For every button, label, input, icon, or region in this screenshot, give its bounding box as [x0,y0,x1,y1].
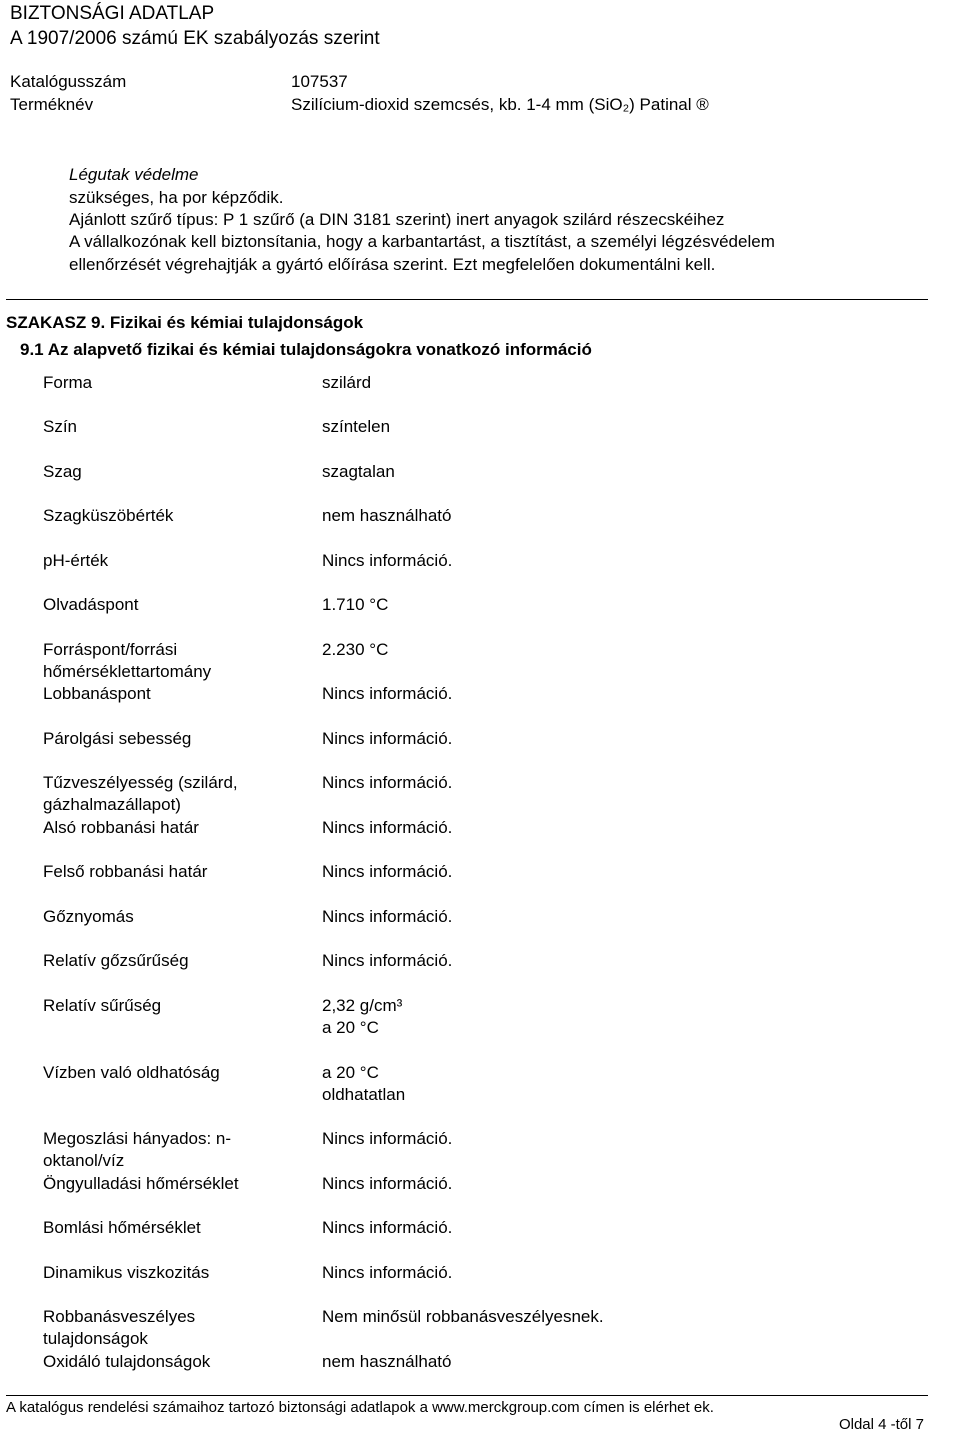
property-value-line: a 20 °C [322,1063,379,1082]
property-value: szagtalan [322,462,395,481]
document-title: BIZTONSÁGI ADATLAP [10,3,215,24]
section-9-title: SZAKASZ 9. Fizikai és kémiai tulajdonságok [6,313,364,332]
property-label: Dinamikus viszkozitás [43,1263,210,1282]
section-divider [6,299,928,300]
respiratory-heading: Légutak védelme [69,165,199,184]
property-value-line: a 20 °C [322,1018,379,1037]
property-label: Felső robbanási határ [43,862,208,881]
property-value: Nincs információ. [322,684,453,703]
property-label: Forma [43,373,93,392]
property-label: Lobbanáspont [43,684,151,703]
section-9-1-subtitle: 9.1 Az alapvető fizikai és kémiai tulajdonságokra vonatkozó információ [20,340,592,359]
property-label: Szagküszöbérték [43,506,174,525]
property-label: Megoszlási hányados: n-oktanol/víz [43,1129,232,1170]
property-value: nem használható [322,1352,452,1371]
property-value: Nem minősül robbanásveszélyesnek. [322,1307,604,1326]
property-value: 2.230 °C [322,640,389,659]
property-value-line: 2,32 g/cm³ [322,996,403,1015]
property-label: Robbanásveszélyes tulajdonságok [43,1307,196,1348]
respiratory-line: ellenőrzését végrehajtják a gyártó előírása szerint. Ezt megfelelően dokumentálni kell. [69,255,716,274]
property-value: Nincs információ. [322,551,453,570]
property-label: Oxidáló tulajdonságok [43,1352,211,1371]
property-label: Öngyulladási hőmérséklet [43,1174,239,1193]
footer-divider [6,1395,928,1396]
property-value: Nincs információ. [322,729,453,748]
property-label: Gőznyomás [43,907,134,926]
property-value [322,1062,882,1106]
property-value: Nincs információ. [322,1263,453,1282]
catalog-value: 107537 [291,72,348,91]
property-label: Bomlási hőmérséklet [43,1218,201,1237]
respiratory-line: szükséges, ha por képződik. [69,188,284,207]
page-number: Oldal 4 -től 7 [838,1416,924,1433]
property-label: Relatív gőzsűrűség [43,951,189,970]
property-label: Párolgási sebesség [43,729,192,748]
property-value [322,995,882,1039]
catalog-label: Katalógusszám [10,72,127,91]
property-value: Nincs információ. [322,818,453,837]
property-value: nem használható [322,506,452,525]
property-value: Nincs információ. [322,907,453,926]
property-label: Vízben való oldhatóság [43,1063,220,1082]
property-value: 1.710 °C [322,595,389,614]
property-label: Szín [43,417,78,436]
respiratory-line: A vállalkozónak kell biztonsítania, hogy a karbantartást, a tisztítást, a személyi légzésvédelem [69,232,775,251]
property-value: Nincs információ. [322,1174,453,1193]
property-label: Forráspont/forrási hőmérséklettartomány [43,640,212,681]
property-value: Nincs információ. [322,951,453,970]
property-label: Alsó robbanási határ [43,818,199,837]
property-value: színtelen [322,417,391,436]
property-label: Tűzveszélyesség (szilárd, gázhalmazállapot) [43,773,238,814]
footer-note: A katalógus rendelési számaihoz tartozó biztonsági adatlapok a www.merckgroup.com címen is elérhet ek. [6,1399,714,1416]
regulation-text: A 1907/2006 számú EK szabályozás szerint [10,28,380,49]
property-value: Nincs információ. [322,862,453,881]
product-value: Szilícium-dioxid szemcsés, kb. 1-4 mm (SiO₂) Patinal ® [291,95,709,114]
property-value: Nincs információ. [322,1218,453,1237]
property-value: Nincs információ. [322,1129,453,1148]
respiratory-line: Ajánlott szűrő típus: P 1 szűrő (a DIN 3181 szerint) inert anyagok szilárd részecskéihez [69,210,725,229]
property-value-line: oldhatatlan [322,1085,406,1104]
property-label: Szag [43,462,82,481]
property-label: Olvadáspont [43,595,139,614]
property-label: Relatív sűrűség [43,996,162,1015]
property-value: szilárd [322,373,372,392]
property-value: Nincs információ. [322,773,453,792]
property-label: pH-érték [43,551,109,570]
product-label: Terméknév [10,95,94,114]
